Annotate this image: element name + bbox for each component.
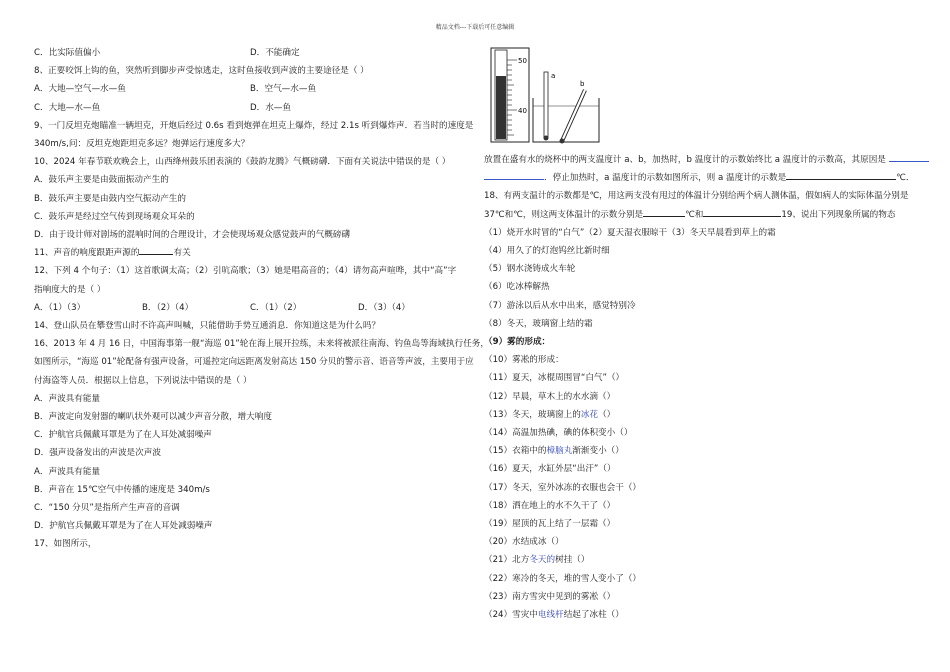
item-text: （21）北方 [484,555,530,566]
list-item: （6）吃冰棒解热 [484,282,550,293]
item-highlight: 冰花 [580,409,599,420]
list-item: （19）屋顶的瓦上结了一层霜（） [484,519,616,530]
option-d: D．护航官兵佩戴耳罩是为了在人耳处减弱噪声 [34,521,213,532]
tick-label-40: 40 [518,107,527,115]
option-c: C．大地—水—鱼 [34,102,101,113]
question-12-line2: 指响度大的是（ ） [34,284,106,295]
option-d: D．（3）（4） [358,302,410,313]
list-item: （16）夏天，水缸外层“出汗”（） [484,464,616,475]
option-c: C．比实际值偏小 [34,48,101,58]
thermometer-figure [481,46,611,146]
answer-blank[interactable] [889,151,929,162]
list-item: （14）高温加热碘，碘的体积变小（） [484,428,633,439]
question-17: 17、如图所示， [34,539,97,550]
question-11-text: 11、声音的响度跟距声源的 [34,248,140,259]
thermometer-a-bulb [544,136,549,141]
item-text: （24）雪灾中 [484,610,538,621]
option-row [34,99,474,117]
item-text: （15）衣箱中的 [484,446,547,457]
list-item: （4）用久了的灯泡钨丝比新时细 [484,246,610,257]
question-9-line2: 340m/s,问：反坦克炮距坦克多远？炮弹运行速度多大？ [34,139,250,150]
item-text: 树挂（） [555,555,590,566]
option-a: A．鼓乐声主要是由鼓面振动产生的 [34,175,169,186]
list-item: （10）雾凇的形成： [484,355,564,366]
option-d: D．由于设计师对剧场的混响时间的合理设计，才会使现场观众感觉鼓声的气概磅礴 [34,230,350,241]
item-text: 结起了冰柱（） [563,610,624,621]
option-a: A．声波具有能量 [34,393,101,404]
list-item: （20）水结成冰（） [484,537,564,548]
list-item [484,406,929,424]
option-b: B．声波定向发射器的喇叭状外观可以减少声音分散，增大响度 [34,412,272,423]
question-18-line1: 18、有两支温计的示数都是℃，用这两支没有甩过的体温计分别给两个病人测体温，假如病人的实际体温分别是 [484,191,909,202]
question-12-line1: 12、下列 4 个句子：（1）这首歌调太高；（2）引吭高歌；（3）她是唱高音的；（4）请勿高声喧哗，其中“高”字 [34,266,457,277]
question-18-line2 [484,206,929,224]
list-item [484,551,929,569]
list-item: （23）南方雪灾中见到的雾凇（） [484,591,616,602]
option-a: A．（1）（3） [34,302,86,313]
question-17-reason: 放置在盛有水的烧杯中的两支温度计 a、b，加热时，b 温度计的示数始终比 a 温度计的示数高，其原因是 [484,155,886,165]
option-c: C．鼓乐声是经过空气传到现场观众耳朵的 [34,211,195,222]
question-17-line2 [484,169,929,187]
question-14: 14、登山队员在攀登雪山时不许高声叫喊，只能借助手势互通消息．你知道这是为什么吗？ [34,321,381,332]
question-9-line1: 9、一门反坦克炮瞄准一辆坦克，开炮后经过 0.6s 看到炮弹在坦克上爆炸，经过 2.1s 听到爆炸声．若当时的速度是 [34,120,474,131]
option-c: C．（1）（2） [250,302,302,313]
item-text: （） [598,409,616,420]
mercury-column [496,76,506,139]
list-item: （11）夏天，冰棍周围冒“白气”（） [484,373,625,384]
option-a: A．大地—空气—水—鱼 [34,84,126,95]
item-highlight: 电线杆 [537,610,564,621]
option-d: D．不能确定 [250,48,300,58]
answer-blank[interactable] [139,244,173,255]
item-text: 渐渐变小（） [572,446,624,457]
answer-blank[interactable] [643,206,685,217]
right-column [484,151,929,624]
option-d: D．水—鱼 [250,102,291,113]
answer-blank[interactable] [786,169,896,180]
tick-label-50: 50 [518,57,527,65]
option-row [34,80,474,98]
question-16-line2: 如图所示，“海巡 01”轮配备有强声设备，可遥控定向远距离发射高达 150 分贝的警示音、语音等声波，主要用于应 [34,357,474,368]
list-item: （12）早晨，草木上的水水滴（） [484,391,616,402]
option-row [34,44,474,62]
question-16-line3: 付海盗等人员．根据以上信息，下列说法中错误的是（ ） [34,375,252,386]
question-11-suffix: 有关 [173,248,191,259]
unit-text: ℃． [896,173,915,184]
option-a: A．声波具有能量 [34,466,101,477]
option-b: B．空气—水—鱼 [250,84,317,95]
answer-blank[interactable] [703,206,781,217]
label-b: b [580,80,585,88]
label-a: a [551,72,556,80]
list-item: （1）烧开水时冒的“白气”（2）夏天湿衣服晾干（3）冬天早晨看到草上的霜 [484,227,776,238]
question-11 [34,244,474,262]
option-b: B．（2）（4） [142,302,194,313]
left-column [34,44,489,554]
thermometer-a [544,72,548,138]
question-16-line1: 16、2013 年 4 月 16 日，中国海事第一舰“海巡 01”轮在海上展开拉练，未来将被派往南海、钓鱼岛等海域执行任务， [34,339,489,350]
question-19-title: 19、说出下列现象所属的物态 [781,209,896,220]
list-item: （5）钢水浇铸成火车轮 [484,264,576,275]
item-highlight: 冬天的 [529,555,556,566]
question-17-text [484,151,929,169]
thermometer-b-bulb [560,139,565,144]
question-17-stop-heating: ．停止加热时，a 温度计的示数如图所示，则 a 温度计的示数是 [544,173,787,184]
question-18-text: 37℃和℃，则这两支体温计的示数分别是 [484,209,644,220]
question-8: 8、正要咬饵上钩的鱼，突然听到脚步声受惊逃走，这时鱼接收到声波的主要途径是（ ） [34,66,369,77]
option-c: C．“150 分贝”是指所产生声音的音调 [34,503,180,514]
option-b: B．声音在 15℃空气中传播的速度是 340m/s [34,484,210,495]
list-item: （17）冬天，室外冰冻的衣服也会干（） [484,482,642,493]
unit-text: ℃和 [685,209,704,220]
item-highlight: 樟脑丸 [546,446,573,457]
question-10: 10、2024 年春节联欢晚会上，山西绛州鼓乐团表演的《鼓韵龙腾》气概磅礴．下面有关说法中错误的是（ ） [34,157,451,168]
answer-blank[interactable] [484,169,544,180]
option-c: C．护航官兵佩戴耳罩是为了在人耳处减弱噪声 [34,430,212,441]
list-item: （7）游泳以后从水中出来，感觉特别冷 [484,300,636,311]
list-item: （9）雾的形成： [484,337,551,348]
option-b: B．鼓乐声主要是由鼓内空气振动产生的 [34,193,186,204]
list-item [484,606,929,624]
list-item [484,442,929,460]
item-text: （13）冬天，玻璃窗上的 [484,409,581,420]
option-row [34,299,474,317]
list-item: （18）洒在地上的水不久干了（） [484,500,616,511]
list-item: （8）冬天，玻璃窗上结的霜 [484,318,593,329]
option-d: D．强声设备发出的声波是次声波 [34,448,161,459]
list-item: （22）寒冷的冬天，堆的雪人变小了（） [484,573,642,584]
page-header: 精品文档---下载后可任意编辑 [435,24,515,31]
